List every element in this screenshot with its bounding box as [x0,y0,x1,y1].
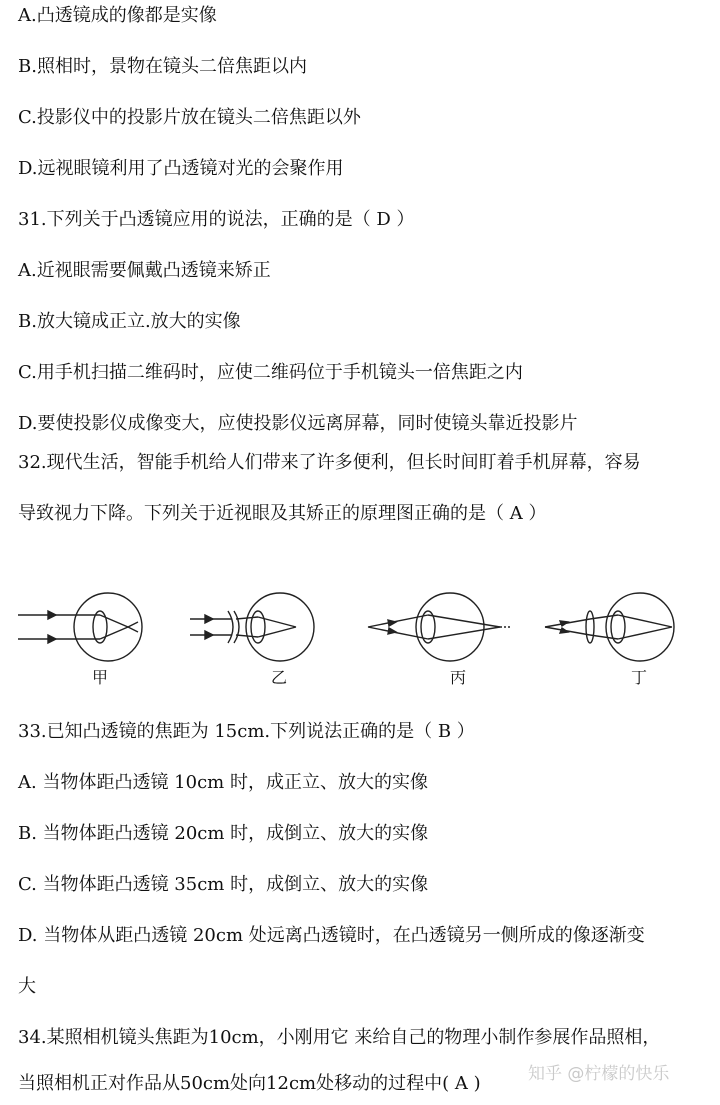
eye-diagram-svg [0,575,720,670]
question-34-line2: 当照相机正对作品从50cm处向12cm处移动的过程中( A ) [18,1073,481,1094]
option-33c: C. 当物体距凸透镜 35cm 时，成倒立、放大的实像 [18,874,429,895]
diagram-label-jia: 甲 [92,668,109,687]
diagram-label-yi: 乙 [271,668,288,687]
diagram-label-bing: 丙 [450,668,467,687]
eye-diagrams [0,575,720,700]
eye-diagram-ding [545,593,674,661]
option-30c: C.投影仪中的投影片放在镜头二倍焦距以外 [18,107,361,128]
diagram-label-ding: 丁 [631,668,648,687]
question-32-line2: 导致视力下降。下列关于近视眼及其矫正的原理图正确的是（ A ） [18,503,547,524]
eye-diagram-jia [18,593,142,661]
option-30b: B.照相时，景物在镜头二倍焦距以内 [18,56,307,77]
question-34-line1: 34.某照相机镜头焦距为10cm，小刚用它 来给自己的物理小制作参展作品照相， [18,1027,661,1048]
option-33d: D. 当物体从距凸透镜 20cm 处远离凸透镜时，在凸透镜另一侧所成的像逐渐变 [18,925,645,946]
option-31a: A.近视眼需要佩戴凸透镜来矫正 [18,260,271,281]
option-30a: A.凸透镜成的像都是实像 [18,5,217,26]
option-33a: A. 当物体距凸透镜 10cm 时，成正立、放大的实像 [18,772,428,793]
option-33b: B. 当物体距凸透镜 20cm 时，成倒立、放大的实像 [18,823,429,844]
option-31d: D.要使投影仪成像变大，应使投影仪远离屏幕，同时使镜头靠近投影片 [18,413,578,434]
option-31c: C.用手机扫描二维码时，应使二维码位于手机镜头一倍焦距之内 [18,362,523,383]
option-31b: B.放大镜成正立.放大的实像 [18,311,241,332]
eye-diagram-yi [190,593,314,661]
question-33: 33.已知凸透镜的焦距为 15cm.下列说法正确的是（ B ） [18,721,475,742]
watermark: 知乎 @柠檬的快乐 [528,1064,670,1084]
option-30d: D.远视眼镜利用了凸透镜对光的会聚作用 [18,158,344,179]
option-33d-cont: 大 [18,976,36,997]
question-31: 31.下列关于凸透镜应用的说法，正确的是（ D ） [18,209,415,230]
eye-diagram-bing [368,593,510,661]
question-32-line1: 32.现代生活，智能手机给人们带来了许多便利，但长时间盯着手机屏幕，容易 [18,452,641,473]
